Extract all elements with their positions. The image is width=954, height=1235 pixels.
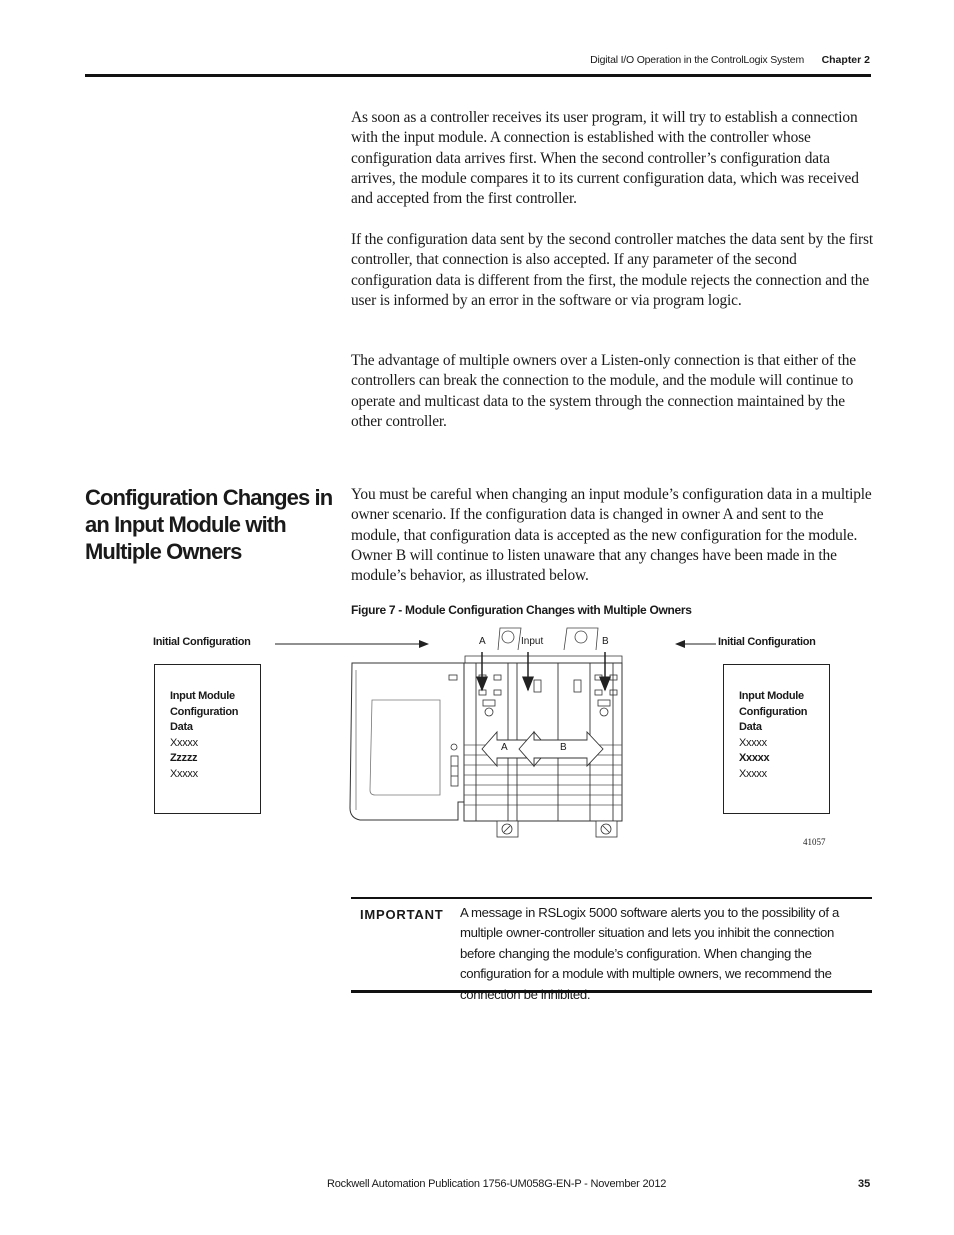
right-config-title-2: Configuration	[739, 705, 808, 718]
left-config-box	[154, 664, 261, 814]
tag-arrow-b: B	[560, 742, 567, 753]
paragraph-3: The advantage of multiple owners over a Listen-only connection is that either of the controllers can break the connection to the module, and the module will continue to operate and multicast data to the system through the connection maintained by the other controller.	[351, 352, 856, 430]
right-config-box	[723, 664, 830, 814]
tag-arrow-a: A	[501, 742, 508, 753]
section-body: You must be careful when changing an input module’s configuration data in a multiple owner scenario. If the configuration data is changed in owner A and sent to the module, that configuration data is accepted as the new configuration for the module. Owner B will continue to listen unaware that any changes have been made in the module’s behavior, as illustrated below.	[351, 486, 872, 585]
left-config-value-3: Xxxxx	[170, 767, 198, 780]
tag-owner-a: A	[479, 636, 486, 647]
important-bottom-rule	[351, 990, 872, 993]
paragraph-1: As soon as a controller receives its user program, it will try to establish a connection with the input module. A connection is established with the controller whose configuration data arrives first. When the second controller’s configuration data arrives, the module compares it to its current configuration data, which was received and accepted from the first controller.	[351, 109, 859, 208]
left-config-title-2: Configuration	[170, 705, 239, 718]
footer-publication: Rockwell Automation Publication 1756-UM058G-EN-P - November 2012	[327, 1178, 667, 1190]
important-top-rule	[351, 897, 872, 899]
right-config-title-3: Data	[739, 721, 762, 734]
left-config-value-1: Xxxxx	[170, 736, 198, 749]
left-config-title-3: Data	[170, 721, 193, 734]
page-number: 35	[858, 1178, 871, 1190]
figure-label-right: Initial Configuration	[718, 636, 816, 648]
header-rule	[85, 74, 871, 77]
right-config-value-1: Xxxxx	[739, 736, 767, 749]
controllogix-chassis-illustration	[270, 622, 730, 842]
figure-label-left: Initial Configuration	[153, 636, 251, 648]
right-config-value-3: Xxxxx	[739, 767, 767, 780]
running-header-title: Digital I/O Operation in the ControlLogix System	[590, 54, 804, 66]
figure-number: 41057	[803, 837, 826, 847]
paragraph-2: If the configuration data sent by the second controller matches the data sent by the first controller, that connection is also accepted. If any parameter of the second configuration data is different from the first, the module rejects the connection and the user is informed by an error in the software or via program logic.	[351, 231, 874, 309]
right-config-title-1: Input Module	[739, 690, 804, 702]
figure-caption: Figure 7 - Module Configuration Changes with Multiple Owners	[351, 603, 692, 617]
important-text: A message in RSLogix 5000 software alerts you to the possibility of a multiple owner-controller situation and lets you inhibit the connection before changing the module’s configuration. When changing the configuration for a module with multiple owners, we recommend the connection be inhibited.	[460, 905, 840, 1002]
left-config-title-1: Input Module	[170, 690, 235, 702]
left-config-value-2: Zzzzz	[170, 752, 198, 765]
right-config-value-2: Xxxxx	[739, 752, 770, 765]
running-header-chapter: Chapter 2	[821, 54, 870, 66]
section-heading: Configuration Changes in an Input Module with Multiple Owners	[85, 485, 333, 564]
tag-input: Input	[521, 636, 544, 647]
important-label: IMPORTANT	[360, 907, 444, 922]
tag-owner-b: B	[602, 636, 609, 647]
power-supply	[350, 663, 466, 820]
